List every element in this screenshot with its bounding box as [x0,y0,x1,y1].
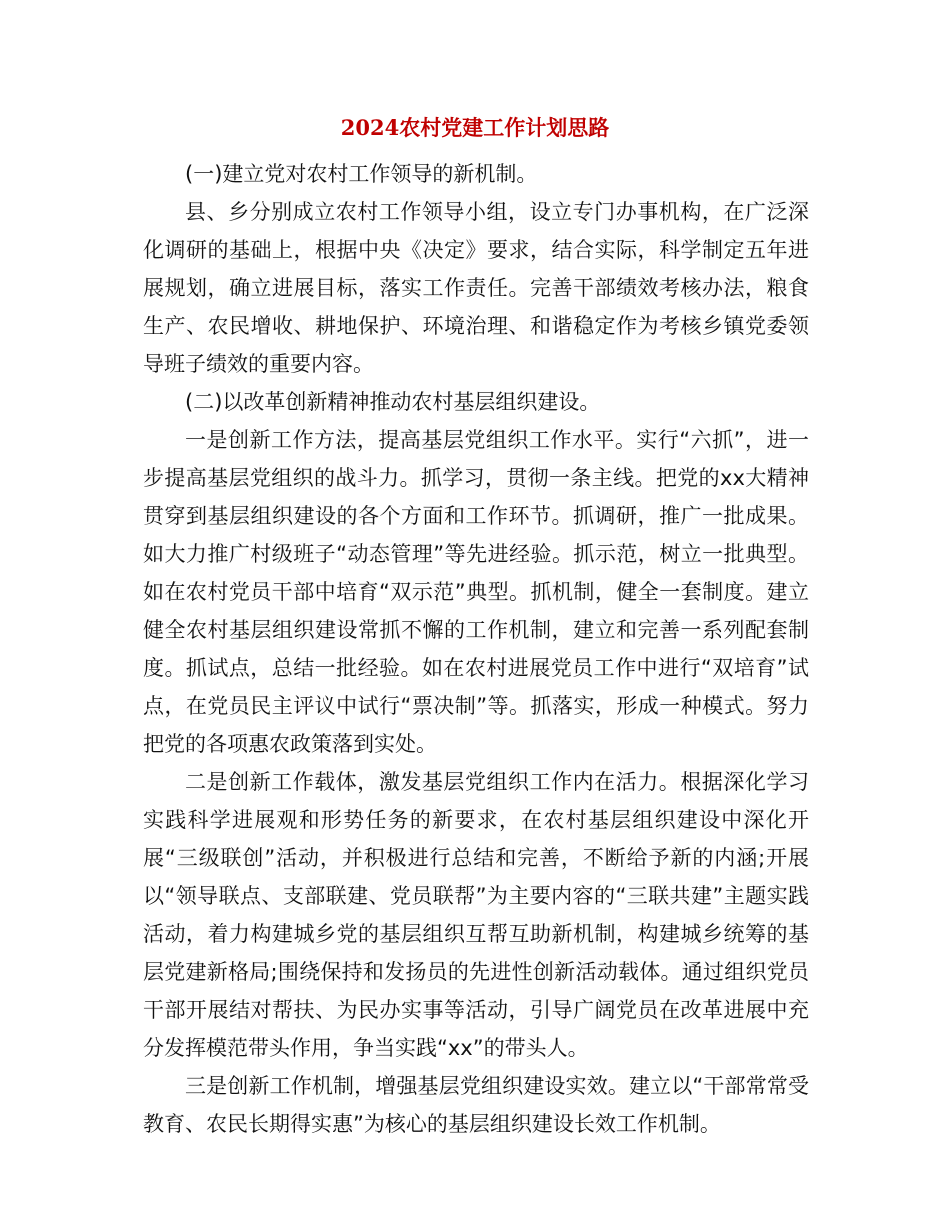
document-title: 2024农村党建工作计划思路 [340,115,610,140]
paragraph-3: 二是创新工作载体，激发基层党组织工作内在活力。根据深化学习实践科学进展观和形势任务的新要求，在农村基层组织建设中深化开展“三级联创”活动，并积极进行总结和完善，不断给予新的内涵;开展以“领导联点、支部联建、党员联帮”为主要内容的“三联共建”主题实践活动，着力构建城乡党的基层组织互帮互助新机制，构建城乡统筹的基层党建新格局;围绕保持和发扬员的先进性创新活动载体。通过组织党员干部开展结对帮扶、为民办实事等活动，引导广阔党员在改革进展中充分发挥模范带头作用，争当实践“xx”的带头人。 [143,770,809,1060]
paragraph-4: 三是创新工作机制，增强基层党组织建设实效。建立以“干部常常受教育、农民长期得实惠”为核心的基层组织建设长效工作机制。 [143,1074,809,1136]
section-heading-2: (二)以改革创新精神推动农村基层组织建设。 [185,390,601,414]
paragraph-1: 县、乡分别成立农村工作领导小组，设立专门办事机构，在广泛深化调研的基础上，根据中央《决定》要求，结合实际，科学制定五年进展规划，确立进展目标，落实工作责任。完善干部绩效考核办法，粮食生产、农民增收、耕地保护、环境治理、和谐稳定作为考核乡镇党委领导班子绩效的重要内容。 [143,200,809,376]
document-body [143,155,809,1143]
section-heading-1: (一)建立党对农村工作领导的新机制。 [185,162,538,186]
paragraph-2: 一是创新工作方法，提高基层党组织工作水平。实行“六抓”，进一步提高基层党组织的战斗力。抓学习，贯彻一条主线。把党的xx大精神贯穿到基层组织建设的各个方面和工作环节。抓调研，推广一批成果。如大力推广村级班子“动态管理”等先进经验。抓示范，树立一批典型。如在农村党员干部中培育“双示范”典型。抓机制，健全一套制度。建立健全农村基层组织建设常抓不懈的工作机制，建立和完善一系列配套制度。抓试点，总结一批经验。如在农村进展党员工作中进行“双培育”试点，在党员民主评议中试行“票决制”等。抓落实，形成一种模式。努力把党的各项惠农政策落到实处。 [143,428,809,756]
